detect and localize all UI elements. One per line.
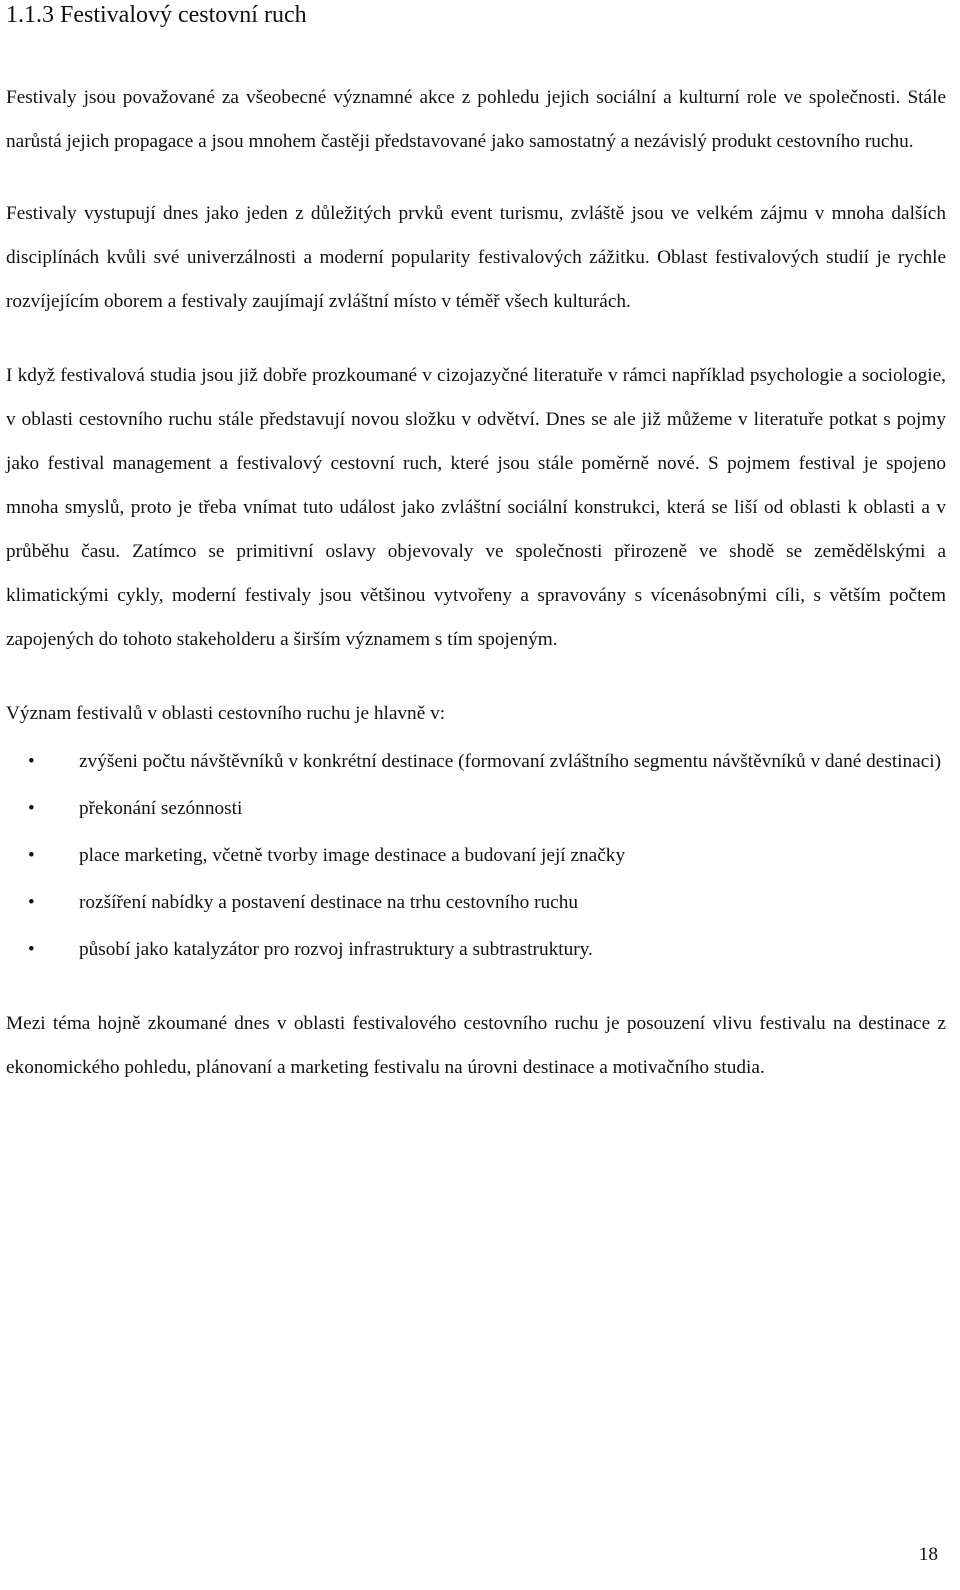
bullet-icon: • — [28, 939, 35, 960]
paragraph-closing: Mezi téma hojně zkoumané dnes v oblasti festivalového cestovního ruchu je posouzení vlivu festivalu na destinace z ekonomického pohledu, plánovaní a marketing festivalu na úrovni destinace a motivačního studia. — [6, 1013, 946, 1078]
paragraph-festival-studies: I když festivalová studia jsou již dobře prozkoumané v cizojazyčné literatuře v rámci například psychologie a sociologie, v oblasti cestovního ruchu stále představují novou složku v odvětví. Dnes se ale již můžeme v literatuře potkat s pojmy jako festival management a festivalový cestovní ruch, které jsou stále poměrně nové. S pojmem festival je spojeno mnoha smyslů, proto je třeba vnímat tuto událost jako zvláštní sociální konstrukci, která se liší od oblasti k oblasti a v průběhu času. Zatímco se primitivní oslavy objevovaly ve společnosti přirozeně ve shodě se zemědělskými a klimatickými cykly, moderní festivaly jsou většinou vytvořeny a spravovány s vícenásobnými cíli, s větším počtem zapojených do tohoto stakeholderu a širším významem s tím spojeným. — [6, 365, 946, 650]
list-item-text: place marketing, včetně tvorby image destinace a budovaní její značky — [79, 845, 626, 866]
page-number: 18 — [918, 1544, 938, 1565]
paragraph-event-tourism: Festivaly vystupují dnes jako jeden z důležitých prvků event turismu, zvláště jsou ve velkém zájmu v mnoha dalších disciplínách kvůli své univerzálnosti a moderní popularity festivalových zážitku. Oblast festivalových studií je rychle rozvíjejícím oborem a festivaly zaujímají zvláštní místo v téměř všech kulturách. — [6, 203, 946, 312]
bullet-icon: • — [28, 798, 35, 819]
bullet-icon: • — [28, 892, 35, 913]
list-item — [6, 928, 946, 972]
section-heading: 1.1.3 Festivalový cestovní ruch — [6, 2, 307, 28]
paragraph-intro: Festivaly jsou považované za všeobecné významné akce z pohledu jejich sociální a kulturní role ve společnosti. Stále narůstá jejich propagace a jsou mnohem častěji představované jako samostatný a nezávislý produkt cestovního ruchu. — [6, 87, 946, 152]
list-item-text: rozšíření nabídky a postavení destinace na trhu cestovního ruchu — [79, 892, 579, 913]
list-item-text: zvýšeni počtu návštěvníků v konkrétní destinace (formovaní zvláštního segmentu návštěvníků v dané destinaci) — [79, 751, 942, 772]
list-item — [6, 740, 946, 784]
paragraph-list-intro: Význam festivalů v oblasti cestovního ruchu je hlavně v: — [6, 703, 446, 724]
significance-list — [6, 740, 946, 972]
bullet-icon: • — [28, 751, 35, 772]
list-item — [6, 881, 946, 925]
list-item — [6, 787, 946, 831]
document-page — [6, 0, 946, 1090]
list-item — [6, 834, 946, 878]
bullet-icon: • — [28, 845, 35, 866]
list-item-text: působí jako katalyzátor pro rozvoj infrastruktury a subtrastruktury. — [79, 939, 593, 960]
list-item-text: překonání sezónnosti — [79, 798, 243, 819]
